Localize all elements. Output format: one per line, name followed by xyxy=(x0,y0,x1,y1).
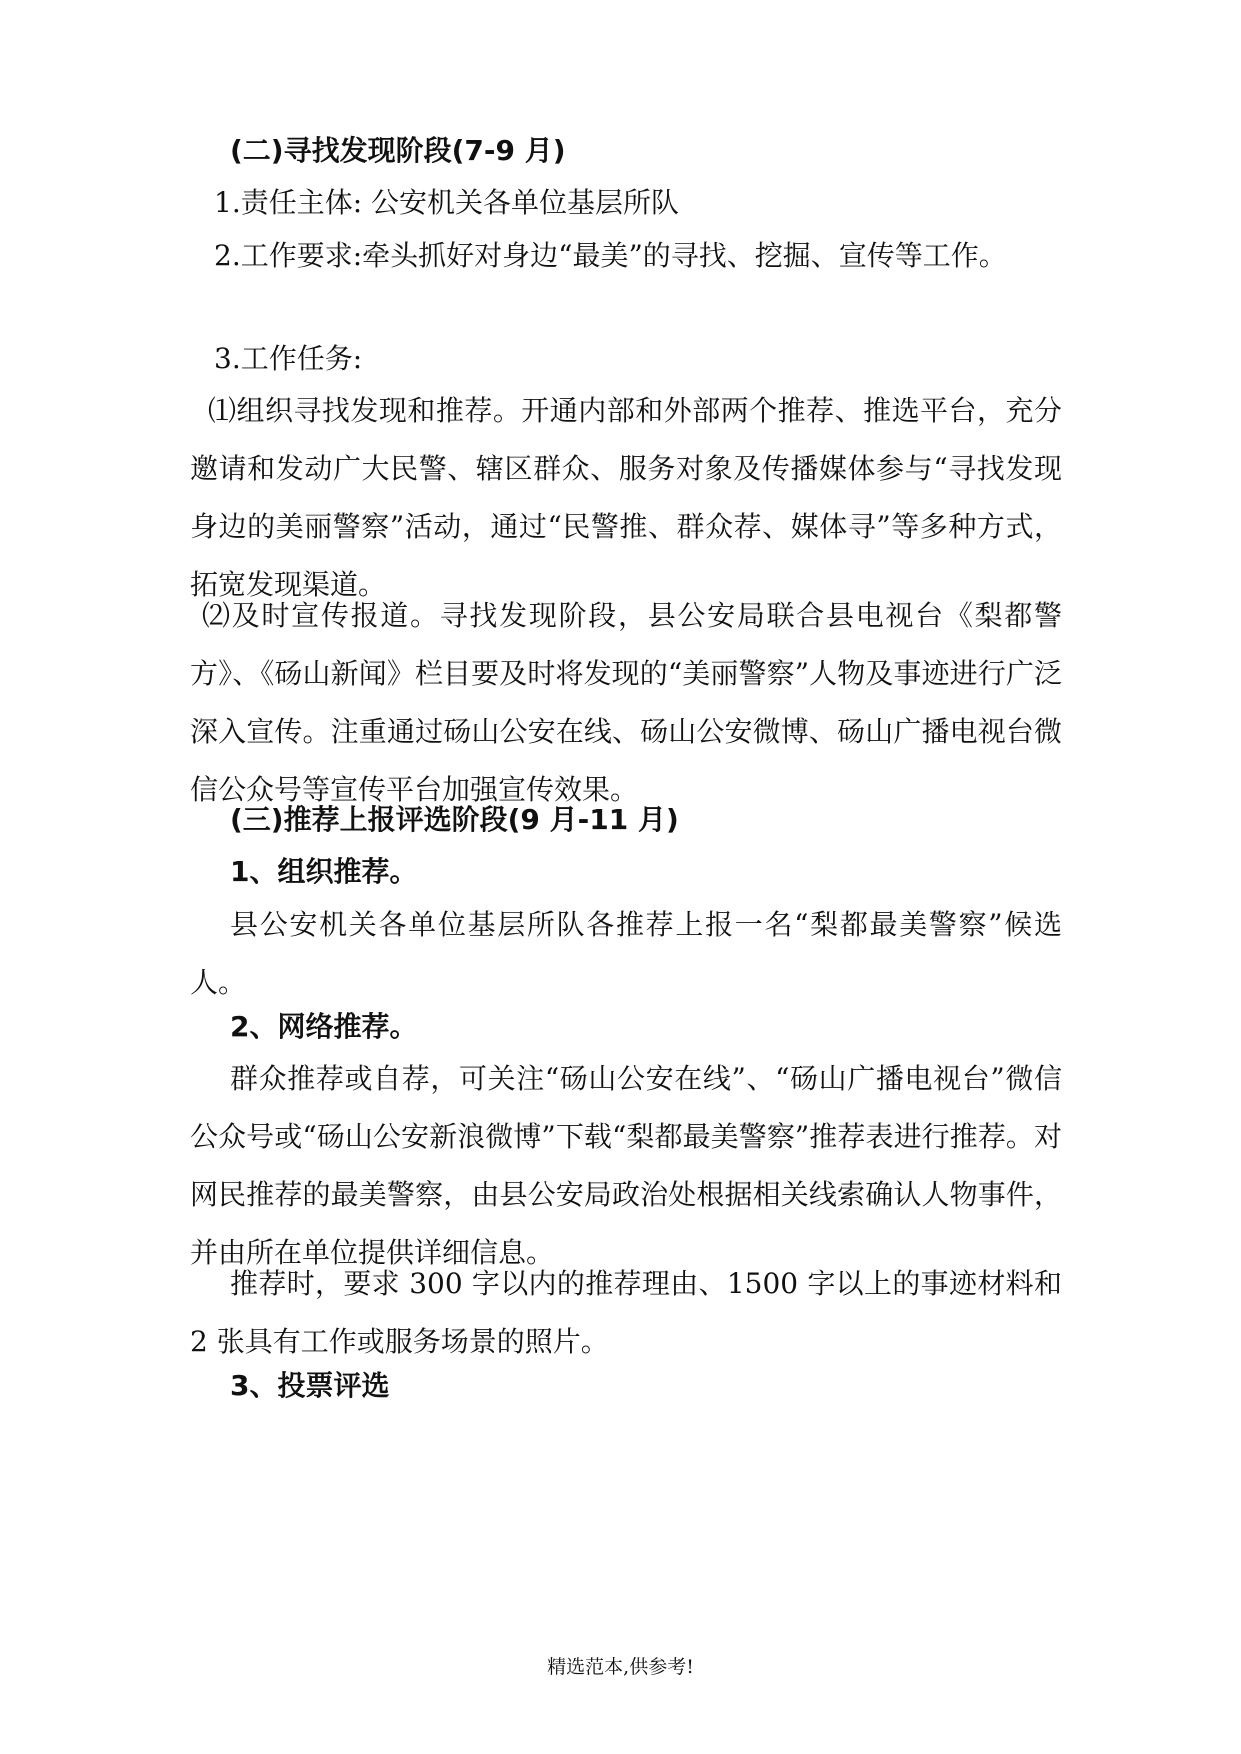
section-heading-2: (二)寻找发现阶段(7-9 月) xyxy=(230,134,566,167)
subheading-online: 2、网络推荐。 xyxy=(230,1010,418,1043)
organize-paragraph: 县公安机关各单位基层所队各推荐上报一名“梨都最美警察”候选人。 xyxy=(190,908,1062,999)
work-requirement-item: 2.工作要求:牵头抓好对身边“最美”的寻找、挖掘、宣传等工作。 xyxy=(214,239,1007,272)
page-footer: 精选范本,供参考! xyxy=(547,1656,694,1678)
task-paragraph-2: ⑵及时宣传报道。寻找发现阶段，县公安局联合县电视台《梨都警方》、《砀山新闻》栏目要及时将发现的“美丽警察”人物及事迹进行广泛深入宣传。注重通过砀山公安在线、砀山公安微博、砀山广播电视台微信公众号等宣传平台加强宣传效果。 xyxy=(190,599,1062,806)
responsibility-item: 1.责任主体: 公安机关各单位基层所队 xyxy=(214,186,680,219)
subheading-voting: 3、投票评选 xyxy=(230,1369,390,1402)
subheading-organize: 1、组织推荐。 xyxy=(230,855,418,888)
task-paragraph-1: ⑴组织寻找发现和推荐。开通内部和外部两个推荐、推选平台，充分邀请和发动广大民警、辖区群众、服务对象及传播媒体参与“寻找发现身边的美丽警察”活动，通过“民警推、群众荐、媒体寻”等多种方式，拓宽发现渠道。 xyxy=(190,394,1062,601)
requirements-paragraph: 推荐时，要求 300 字以内的推荐理由、1500 字以上的事迹材料和 2 张具有工作或服务场景的照片。 xyxy=(190,1267,1062,1358)
online-paragraph: 群众推荐或自荐，可关注“砀山公安在线”、“砀山广播电视台”微信公众号或“砀山公安新浪微博”下载“梨都最美警察”推荐表进行推荐。对网民推荐的最美警察，由县公安局政治处根据相关线索确认人物事件，并由所在单位提供详细信息。 xyxy=(190,1062,1062,1269)
work-task-item: 3.工作任务: xyxy=(214,342,363,375)
section-heading-3: (三)推荐上报评选阶段(9 月-11 月) xyxy=(230,803,679,836)
